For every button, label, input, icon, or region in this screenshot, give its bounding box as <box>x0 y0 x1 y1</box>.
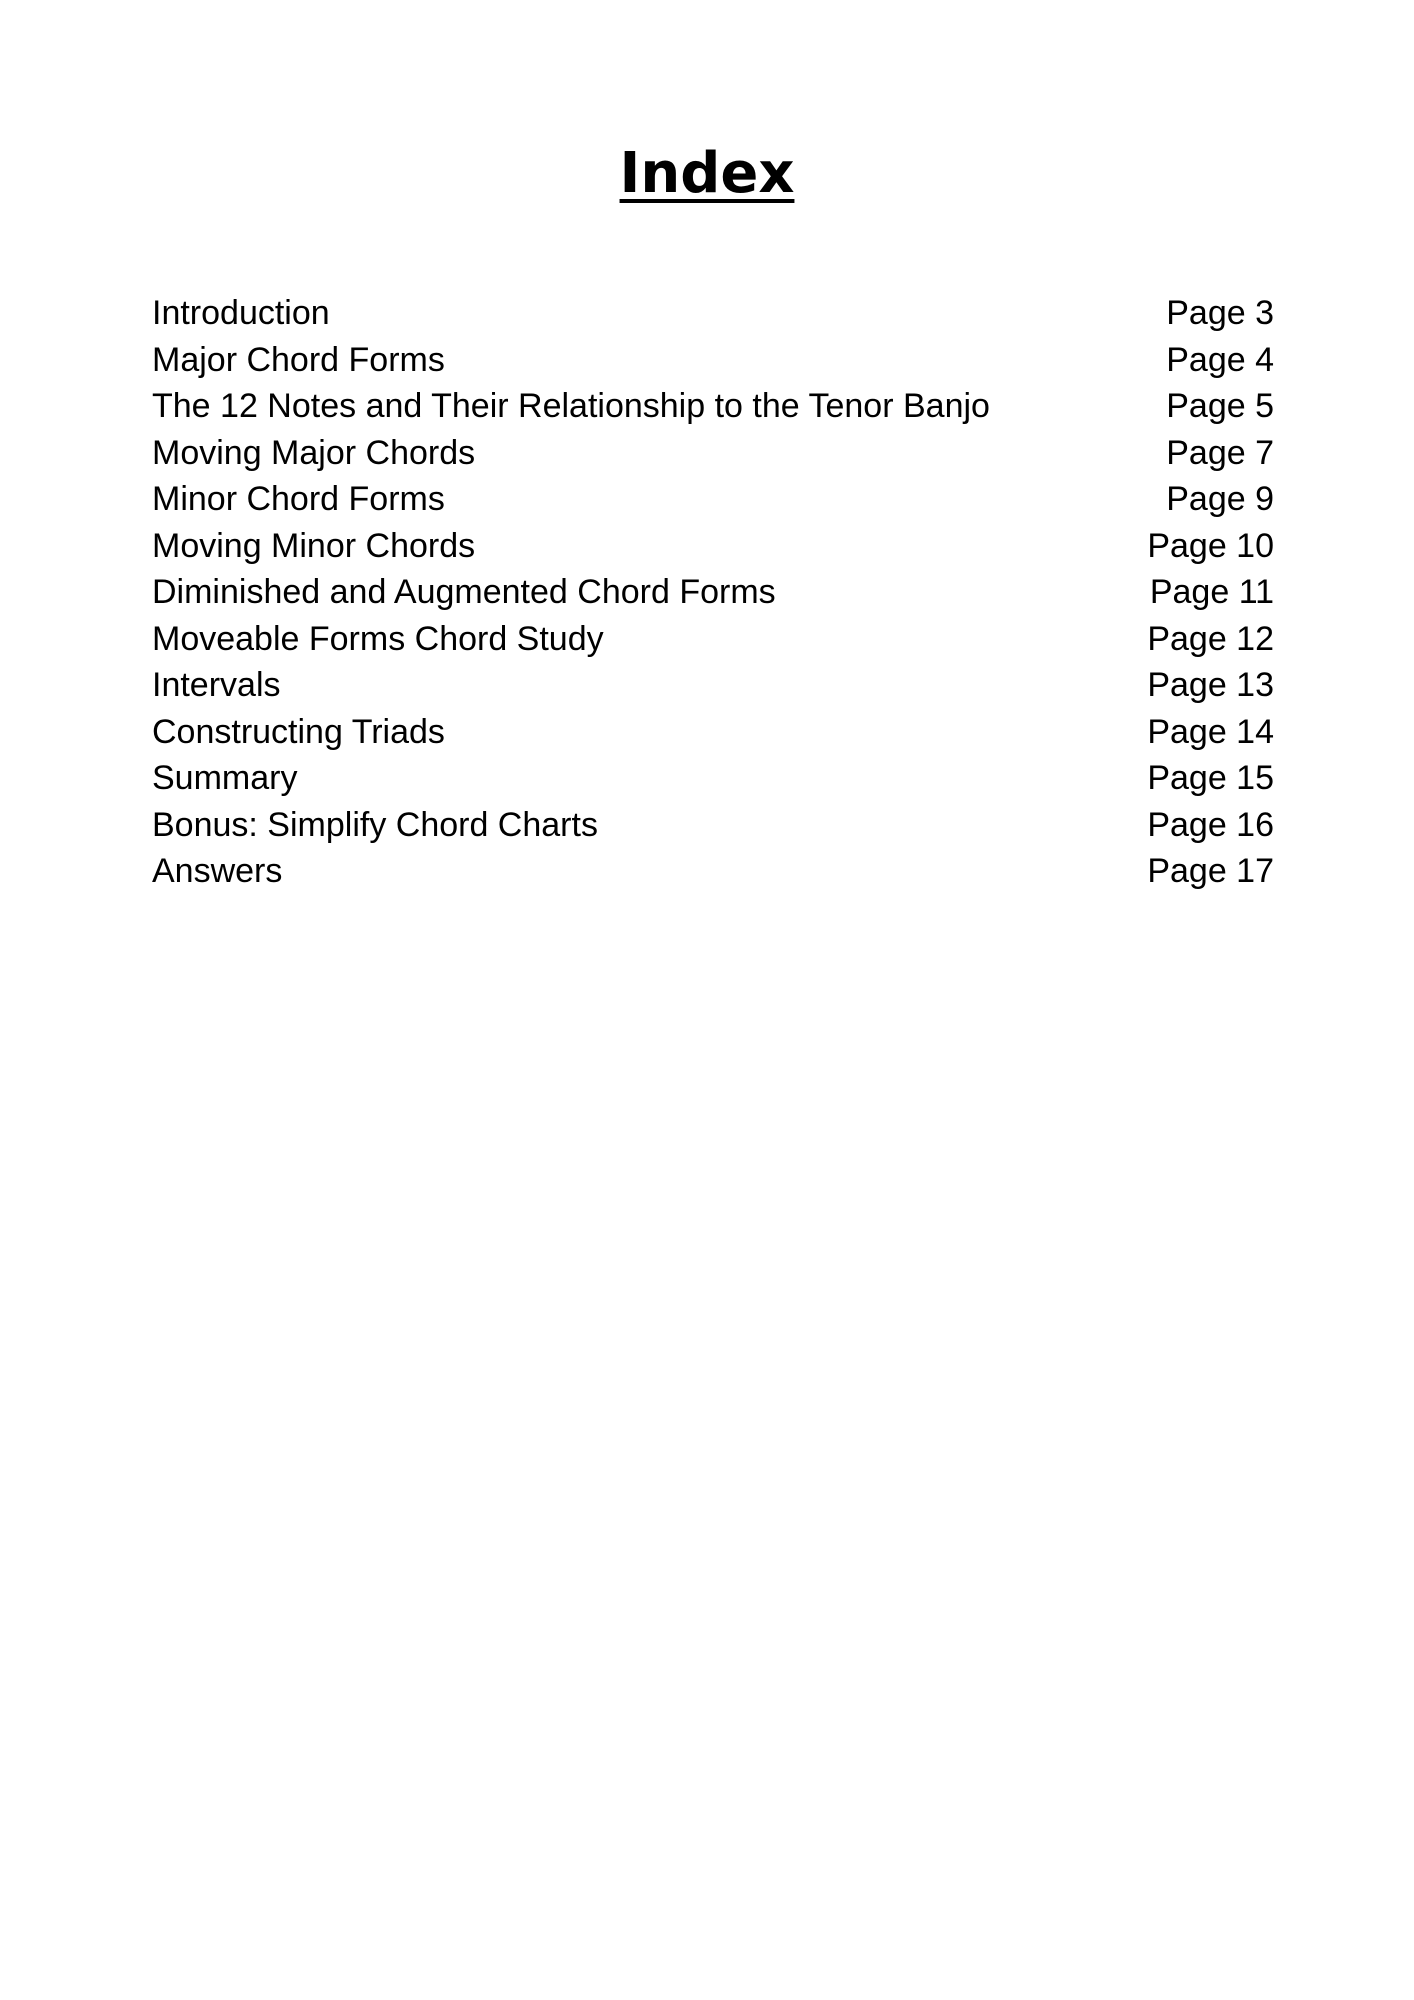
toc-entry-label: Major Chord Forms <box>152 340 445 379</box>
toc-entry <box>152 523 1274 570</box>
toc-entry-label: Moving Minor Chords <box>152 526 476 565</box>
toc-entry-label: Constructing Triads <box>152 712 445 751</box>
toc-entry-page: Page 3 <box>1166 294 1274 332</box>
toc-entry <box>152 430 1274 477</box>
toc-entry-page: Page 9 <box>1166 480 1274 518</box>
toc-entry <box>152 476 1274 523</box>
toc-entry <box>152 337 1274 384</box>
toc-entry-page: Page 7 <box>1166 433 1274 472</box>
toc-entry <box>152 802 1274 849</box>
toc-entry <box>152 848 1274 895</box>
toc-entry-label: The 12 Notes and Their Relationship to the Tenor Banjo <box>152 387 990 425</box>
toc-entry-page: Page 4 <box>1166 340 1274 379</box>
page-title <box>0 138 1414 210</box>
toc-entry <box>152 616 1274 663</box>
toc-entry-label: Intervals <box>152 666 281 704</box>
toc-entry-label: Introduction <box>152 294 330 332</box>
toc-entry-page: Page 16 <box>1147 805 1274 844</box>
toc-entry-page: Page 10 <box>1147 526 1274 565</box>
toc-entry-label: Moveable Forms Chord Study <box>152 619 604 658</box>
toc-entry-label: Minor Chord Forms <box>152 480 445 518</box>
toc-entry <box>152 709 1274 756</box>
page-title-text: Index <box>619 141 795 206</box>
toc-entry <box>152 383 1274 430</box>
toc-entry-label: Bonus: Simplify Chord Charts <box>152 805 598 844</box>
toc-entry-page: Page 13 <box>1147 666 1274 704</box>
toc-entry <box>152 662 1274 709</box>
toc-entry-page: Page 17 <box>1147 852 1274 890</box>
toc-entry <box>152 755 1274 802</box>
toc-entry-page: Page 14 <box>1147 712 1274 751</box>
toc-entry <box>152 290 1274 337</box>
toc-entry-label: Moving Major Chords <box>152 433 476 472</box>
toc-entry-label: Diminished and Augmented Chord Forms <box>152 573 776 611</box>
toc-entry-label: Answers <box>152 852 283 890</box>
toc-entry-page: Page 12 <box>1147 619 1274 658</box>
toc-entry <box>152 569 1274 616</box>
toc-entry-page: Page 5 <box>1166 387 1274 425</box>
toc-entry-page: Page 11 <box>1149 573 1274 611</box>
toc-entry-label: Summary <box>152 759 298 797</box>
toc-entry-page: Page 15 <box>1147 759 1274 797</box>
table-of-contents <box>152 290 1274 895</box>
